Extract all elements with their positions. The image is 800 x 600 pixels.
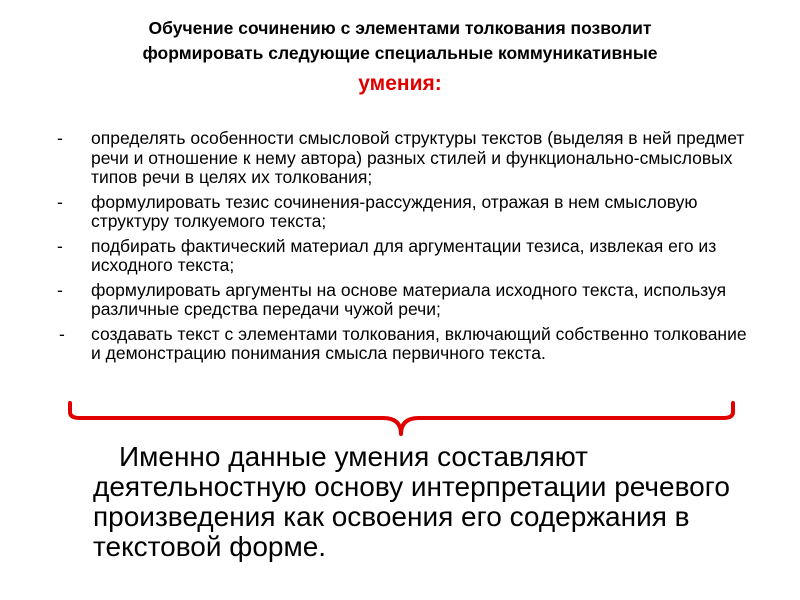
skill-text: создавать текст с элементами толкования, включающий собственно толкование и демонстрацию понимания смысла первичного текста. [91, 323, 747, 363]
list-dash: - [57, 279, 63, 300]
curly-brace [58, 396, 748, 442]
summary-text: Именно данные умения составляют деятельностную основу интерпретации речевого произведения как освоения его содержания в текстовой форме. [93, 441, 730, 562]
skill-item [57, 325, 757, 364]
list-dash: - [57, 191, 63, 212]
title-accent: умения: [358, 72, 442, 95]
list-dash: - [57, 128, 63, 148]
curly-brace-path [70, 403, 733, 434]
skill-item [57, 193, 757, 232]
skill-text: формулировать аргументы на основе материала исходного текста, используя различные средства передачи чужой речи; [91, 279, 727, 319]
slide-title [40, 16, 760, 98]
skills-list [57, 129, 757, 369]
list-dash: - [57, 235, 63, 256]
list-dash: - [59, 323, 65, 344]
skill-item [57, 129, 757, 188]
skill-item [57, 281, 757, 320]
title-line-1: Обучение сочинению с элементами толкования позволит [148, 18, 652, 38]
skill-item [57, 237, 757, 276]
title-line-2: формировать следующие специальные коммуникативные [142, 43, 658, 63]
skill-text: подбирать фактический материал для аргументации тезиса, извлекая его из исходного текста; [91, 235, 717, 275]
skill-text: формулировать тезис сочинения-рассуждения, отражая в нем смысловую структуру толкуемого текста; [91, 191, 698, 231]
skill-text: определять особенности смысловой структуры текстов (выделяя в ней предмет речи и отношение к нему автора) разных стилей и функционально-смысловых типов речи в целях их толкования; [91, 128, 745, 187]
